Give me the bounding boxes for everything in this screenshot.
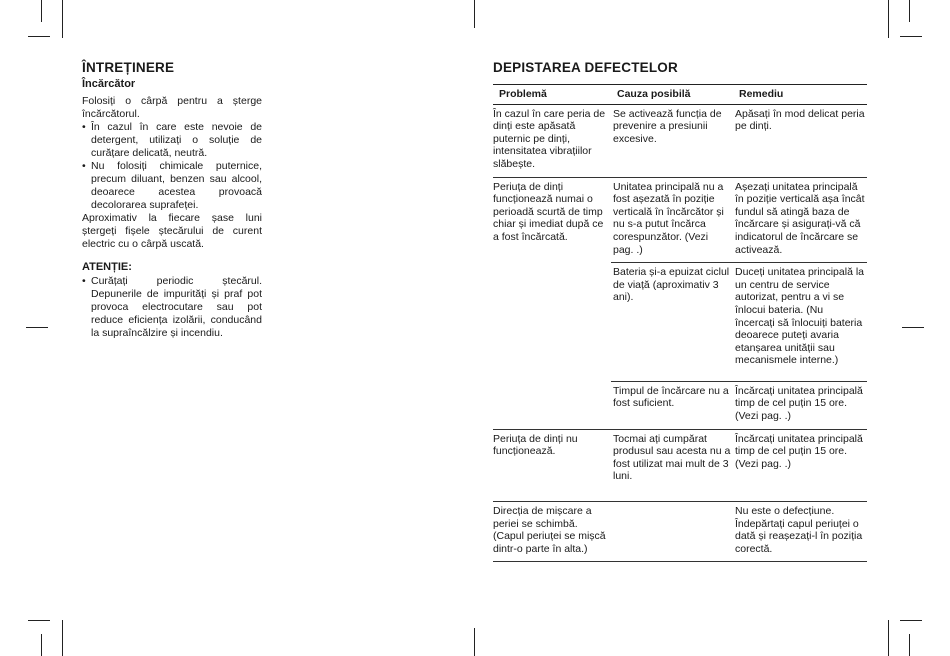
- attention-list: [82, 275, 262, 340]
- paragraph: Aproximativ la fiecare șase luni ștergeți fișele ștecărului de curent electric cu o cârpă uscată.: [82, 212, 262, 250]
- cause-cell: Tocmai ați cumpărat produsul sau acesta nu a fost utilizat mai mult de 3 luni.: [611, 429, 733, 501]
- cause-cell: Se activează funcția de prevenire a presiunii excesive.: [611, 104, 733, 177]
- crop-mark: [62, 620, 63, 656]
- crop-mark: [902, 327, 924, 328]
- crop-mark: [28, 620, 50, 621]
- bullet-list: [82, 121, 262, 212]
- cause-cell: Bateria și-a epuizat ciclul de viață (aproximativ 3 ani).: [611, 263, 733, 382]
- problem-cell: Direcția de mișcare a periei se schimbă. (Capul periuței se mișcă dintr-o parte în alta.): [493, 502, 611, 562]
- crop-mark: [26, 327, 48, 328]
- table-row: [493, 502, 867, 562]
- table-row: [493, 104, 867, 177]
- crop-mark: [900, 620, 922, 621]
- maintenance-section: [82, 60, 262, 340]
- remedy-cell: Apăsați în mod delicat peria pe dinți.: [733, 104, 867, 177]
- column-header-remedy: Remediu: [733, 85, 867, 105]
- crop-mark: [28, 36, 50, 37]
- problem-cell: În cazul în care peria de dinți este apăsată puternic pe dinți, intensitatea vibrațiilor slăbește.: [493, 104, 611, 177]
- table-row: [493, 177, 867, 263]
- problem-cell: Periuța de dinți nu funcționează.: [493, 429, 611, 501]
- page-title: DEPISTAREA DEFECTELOR: [493, 60, 678, 75]
- bullet-item: • În cazul în care este nevoie de detergent, utilizați o soluție de curățare delicată, neutră.: [82, 121, 262, 160]
- crop-mark: [900, 36, 922, 37]
- crop-mark: [474, 0, 475, 28]
- crop-mark: [41, 634, 42, 656]
- remedy-cell: Încărcați unitatea principală timp de cel puțin 15 ore. (Vezi pag. .): [733, 381, 867, 429]
- table-header-row: [493, 85, 867, 105]
- remedy-cell: Duceți unitatea principală la un centru de service autorizat, pentru a vi se înlocui bateria. (Nu încercați să înlocuiți bateria deoarece puteți avaria etanșarea unității sau mecanismele interne.): [733, 263, 867, 382]
- bullet-item: • Nu folosiți chimicale puternice, precum diluant, benzen sau alcool, deoarece acestea provoacă decolorarea suprafeței.: [82, 160, 262, 212]
- attention-heading: ATENȚIE:: [82, 261, 132, 273]
- column-header-cause: Cauza posibilă: [611, 85, 733, 105]
- attention-item: • Curățați periodic ștecărul. Depunerile de impurități și praf pot provoca electrocutare sau pot reduce eficiența izolării, conducând la supraîncălzire și incendiu.: [82, 275, 262, 340]
- crop-mark: [474, 628, 475, 656]
- crop-mark: [909, 0, 910, 22]
- table-row: [493, 429, 867, 501]
- crop-mark: [41, 0, 42, 22]
- crop-mark: [62, 0, 63, 38]
- intro-paragraph: Folosiți o cârpă pentru a șterge încărcătorul.: [82, 95, 262, 120]
- troubleshooting-section: [493, 60, 867, 562]
- crop-mark: [888, 620, 889, 656]
- remedy-cell: Așezați unitatea principală în poziție verticală așa încât fundul să atingă baza de încărcare și asigurați-vă că indicatorul de încărcare se activează.: [733, 177, 867, 263]
- cause-cell: [611, 502, 733, 562]
- troubleshooting-table: [493, 84, 867, 562]
- remedy-cell: Încărcați unitatea principală timp de cel puțin 15 ore. (Vezi pag. .): [733, 429, 867, 501]
- cause-cell: Unitatea principală nu a fost așezată în poziție verticală în încărcător și nu s-a putut încărca corespunzător. (Vezi pag. .): [611, 177, 733, 263]
- crop-mark: [909, 634, 910, 656]
- page-title: ÎNTREȚINERE: [82, 60, 175, 75]
- problem-cell: Periuța de dinți funcționează numai o perioadă scurtă de timp chiar și imediat după ce a fost încărcată.: [493, 177, 611, 429]
- column-header-problem: Problemă: [493, 85, 611, 105]
- crop-mark: [888, 0, 889, 38]
- cause-cell: Timpul de încărcare nu a fost suficient.: [611, 381, 733, 429]
- remedy-cell: Nu este o defecțiune. Îndepărtați capul periuței o dată și reașezați-l în poziția corectă.: [733, 502, 867, 562]
- section-subtitle: Încărcător: [82, 78, 136, 90]
